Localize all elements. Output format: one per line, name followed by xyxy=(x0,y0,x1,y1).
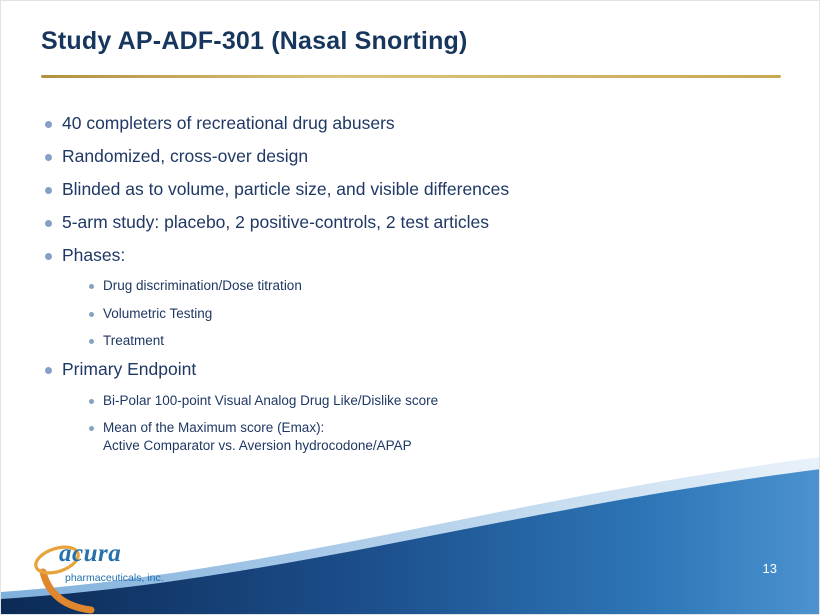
slide-title: Study AP-ADF-301 (Nasal Snorting) xyxy=(41,27,468,55)
bullet-dot xyxy=(45,220,52,227)
sub-bullet-item xyxy=(89,332,789,350)
bullet-text: Phases: xyxy=(62,244,126,265)
bullet-item xyxy=(45,179,789,201)
bullet-dot xyxy=(45,367,52,374)
bullet-dot xyxy=(89,399,94,404)
bullet-text: 40 completers of recreational drug abusers xyxy=(62,113,395,133)
bullet-item xyxy=(45,245,789,267)
bullet-dot xyxy=(45,187,52,194)
bullet-text: Treatment xyxy=(103,332,165,348)
acura-logo xyxy=(29,538,239,615)
bullet-dot xyxy=(45,154,52,161)
bullet-text-line2: Active Comparator vs. Aversion hydrocodone/APAP xyxy=(103,438,412,454)
bullet-dot xyxy=(89,312,94,317)
logo-subtitle: pharmaceuticals, inc. xyxy=(65,572,164,584)
bullet-text: Randomized, cross-over design xyxy=(62,145,309,166)
bullet-dot xyxy=(89,339,94,344)
bullet-item xyxy=(45,359,789,381)
sub-bullet-item xyxy=(89,392,789,410)
page-number: 13 xyxy=(762,561,777,576)
sub-bullet-item xyxy=(89,305,789,323)
bullet-text: Blinded as to volume, particle size, and visible differences xyxy=(62,178,510,199)
bullet-item xyxy=(45,113,789,135)
bullet-text: Drug discrimination/Dose titration xyxy=(103,278,302,294)
bullet-item xyxy=(45,146,789,168)
bullet-dot xyxy=(89,426,94,431)
bullet-text: Bi-Polar 100-point Visual Analog Drug Like/Dislike score xyxy=(103,392,439,408)
bullet-dot xyxy=(89,284,94,289)
bullet-text: Primary Endpoint xyxy=(62,359,197,380)
bullet-dot xyxy=(45,253,52,260)
sub-bullet-item xyxy=(89,419,789,455)
bullet-dot xyxy=(45,121,52,128)
logo-name: acura xyxy=(59,540,122,567)
bullet-text: Volumetric Testing xyxy=(103,305,213,321)
bullet-text-line1: Mean of the Maximum score (Emax): xyxy=(103,420,325,436)
bullet-list xyxy=(45,113,789,465)
bullet-text xyxy=(103,419,412,455)
title-divider xyxy=(41,75,781,78)
bullet-item xyxy=(45,212,789,234)
sub-bullet-item xyxy=(89,277,789,295)
bullet-text: 5-arm study: placebo, 2 positive-controls, 2 test articles xyxy=(62,211,489,232)
